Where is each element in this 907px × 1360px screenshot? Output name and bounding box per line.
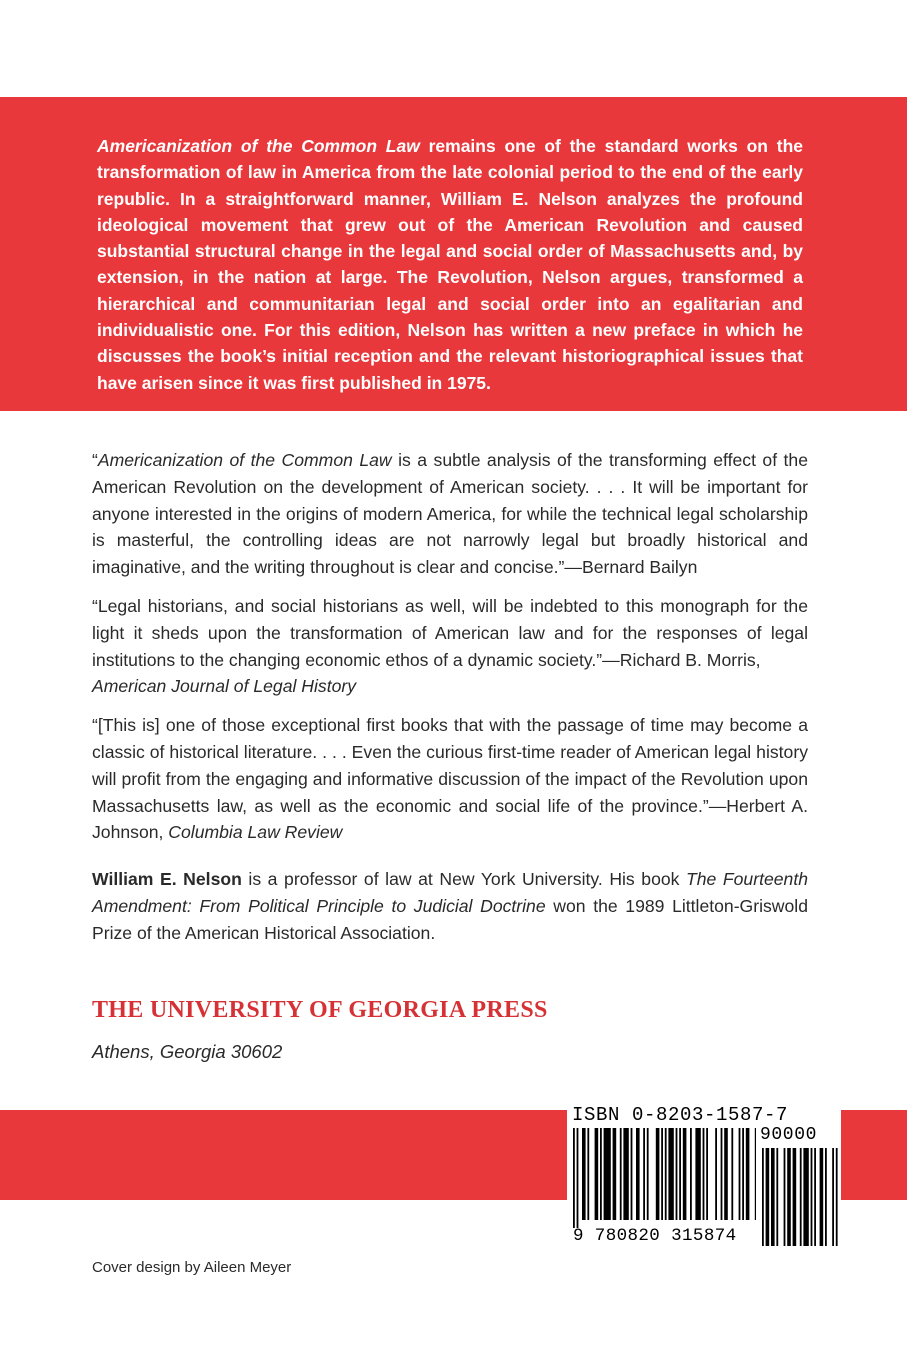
blurb-book-title: Americanization of the Common Law <box>97 136 420 156</box>
barcode-bar <box>600 1128 602 1220</box>
description-blurb <box>97 133 803 396</box>
barcode-bar <box>793 1148 797 1246</box>
barcode-bar <box>582 1128 586 1220</box>
review-text: “Legal historians, and social historians as well, will be indebted to this monograph for the light it sheds upon the transformation of American law and for the responses of legal institutions to the changing economic ethos of a dynamic society.”—Richard B. Morris, <box>92 595 808 670</box>
barcode-bar <box>814 1148 816 1246</box>
ean-digits: 9 780820 315874 <box>573 1226 737 1246</box>
barcode-bar <box>724 1128 728 1220</box>
barcode-bar <box>690 1128 692 1220</box>
author-book-title: The Fourteenth Amendment: From Political Principle to Judicial Doctrine <box>92 869 808 916</box>
barcode-bar <box>636 1128 640 1220</box>
barcode-bar <box>784 1148 786 1246</box>
barcode-bar <box>731 1128 733 1220</box>
barcode-bar <box>647 1128 649 1220</box>
barcode-bar <box>803 1148 808 1246</box>
cover-design-credit: Cover design by Aileen Meyer <box>92 1259 292 1276</box>
publisher-city: Athens, Georgia 30602 <box>92 1041 283 1062</box>
reviews-section <box>92 447 808 959</box>
barcode-bar <box>595 1128 599 1220</box>
barcode-bar <box>703 1128 705 1220</box>
barcode-bar <box>623 1128 628 1220</box>
barcode-bar <box>656 1128 660 1220</box>
barcode-bar <box>683 1128 687 1220</box>
barcode-bar <box>766 1148 770 1246</box>
review-source: American Journal of Legal History <box>92 676 357 697</box>
barcode-bar <box>755 1128 756 1220</box>
barcode-bar <box>613 1128 617 1220</box>
review-text: “[This is] one of those exceptional first books that with the passage of time may become a classic of historical literature. . . . Even the curious first-time reader of American legal history will profit from the engaging and informative discussion of the impact of the Revolution upon Massachusetts law, as well as the economic and social life of the province.”—Herbert A. Johnson, <box>92 715 808 843</box>
author-bio <box>92 866 808 946</box>
barcode-bar <box>800 1148 802 1246</box>
barcode-bar <box>695 1128 700 1220</box>
blurb-body: remains one of the standard works on the transformation of law in America from the late colonial period to the end of the early republic. In a straightforward manner, William E. Nelson analyzes the profound ideological movement that grew out of the American Revolution and caused substantial structural change in the legal and social order of Massachusetts and, by extension, in the nation at large. The Revolution, Nelson argues, transformed a hierarchical and communitarian legal and social order into an egalitarian and individualistic one. For this edition, Nelson has written a new preface in which he discusses the book’s initial reception and the relevant historiographical issues that have arisen since it was first published in 1975. <box>97 136 803 393</box>
barcode-bar <box>721 1128 723 1220</box>
barcode-bar <box>776 1148 778 1246</box>
review-johnson <box>92 712 808 846</box>
barcode-bar <box>668 1128 673 1220</box>
barcode-bar <box>676 1128 678 1220</box>
barcode-bar <box>739 1128 741 1220</box>
barcode-bar <box>706 1128 708 1220</box>
price-addon-barcode <box>762 1148 840 1246</box>
barcode-bar <box>620 1128 622 1220</box>
review-source: Columbia Law Review <box>168 822 343 843</box>
barcode-bar <box>742 1128 744 1220</box>
author-bio-text: is a professor of law at New York University. His book <box>241 869 687 890</box>
barcode-bar <box>836 1148 838 1246</box>
barcode-bar <box>715 1128 717 1220</box>
review-bailyn <box>92 447 808 581</box>
barcode-addon-digits: 90000 <box>760 1125 818 1145</box>
barcode-bar <box>762 1148 764 1246</box>
author-bio-text-after: won the 1989 Littleton-Griswold Prize of the American Historical Association. <box>92 895 808 943</box>
publisher-name: THE UNIVERSITY OF GEORGIA PRESS <box>92 997 548 1023</box>
barcode-bar <box>577 1128 579 1228</box>
barcode-bar <box>771 1148 775 1246</box>
barcode-bar <box>811 1148 813 1246</box>
barcode-bar <box>631 1128 633 1220</box>
barcode-bar <box>679 1128 681 1220</box>
author-name: William E. Nelson <box>92 869 242 890</box>
barcode-bar <box>825 1148 827 1246</box>
review-open-quote: “ <box>92 450 98 470</box>
review-text: is a subtle analysis of the transforming effect of the American Revolution on the development of American society. . . . It will be important for anyone interested in the origins of modern America, for while the technical legal scholarship is masterful, the controlling ideas are not narrowly legal but broadly historical and imaginative, and the writing throughout is clear and concise.”—Bernard Bailyn <box>92 450 809 578</box>
ean-barcode <box>573 1128 756 1228</box>
barcode-bar <box>573 1128 575 1228</box>
isbn-label: ISBN 0-8203-1587-7 <box>572 1104 789 1126</box>
barcode-bar <box>587 1128 589 1220</box>
barcode-bar <box>604 1128 611 1220</box>
barcode-bar <box>665 1128 667 1220</box>
barcode-bar <box>643 1128 645 1220</box>
review-morris <box>92 593 808 700</box>
review-book-title: Americanization of the Common Law <box>97 450 392 470</box>
barcode-bar <box>820 1148 824 1246</box>
barcode-bar <box>787 1148 791 1246</box>
barcode-bar <box>746 1128 750 1220</box>
barcode-bar <box>832 1148 834 1246</box>
barcode-bar <box>661 1128 663 1220</box>
